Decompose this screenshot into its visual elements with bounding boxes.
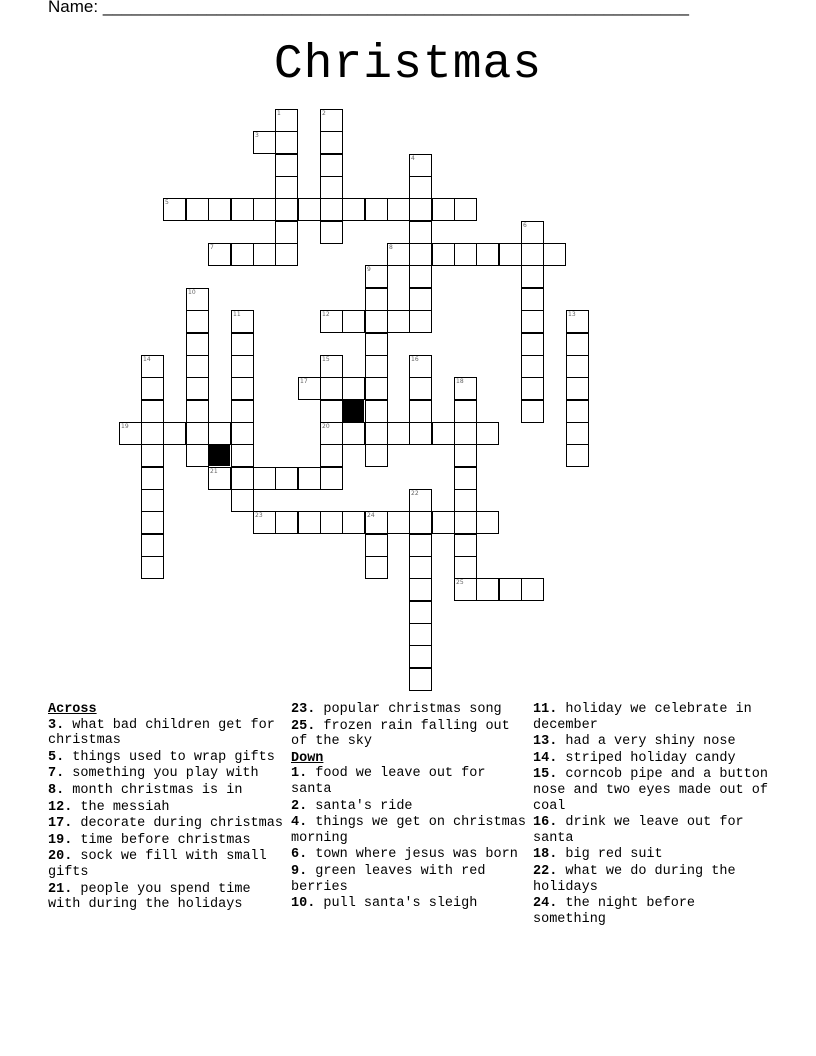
grid-cell[interactable]	[298, 377, 321, 400]
black-square	[208, 444, 230, 466]
clue-number: 15.	[533, 767, 558, 783]
grid-cell[interactable]	[320, 400, 343, 423]
grid-cell[interactable]	[409, 668, 432, 691]
clue-number: 10.	[291, 896, 316, 912]
grid-cell[interactable]	[320, 444, 343, 467]
grid-cell[interactable]	[141, 489, 164, 512]
clue-number: 24.	[533, 896, 558, 912]
grid-cell[interactable]	[566, 444, 589, 467]
grid-cell[interactable]	[521, 578, 544, 601]
grid-cell[interactable]	[365, 534, 388, 557]
grid-cell[interactable]	[275, 131, 298, 154]
grid-cell[interactable]	[365, 400, 388, 423]
grid-cell[interactable]	[275, 467, 298, 490]
grid-cell[interactable]	[499, 243, 522, 266]
clue-text: decorate during christmas	[72, 816, 283, 832]
grid-cell[interactable]	[342, 422, 365, 445]
cell-number: 6	[523, 222, 527, 229]
grid-cell[interactable]	[298, 467, 321, 490]
grid-cell[interactable]	[365, 556, 388, 579]
clue-text: striped holiday candy	[557, 750, 736, 766]
across-heading: Across	[48, 702, 97, 717]
clue-number: 1.	[291, 766, 308, 782]
grid-cell[interactable]	[387, 198, 410, 221]
clue-text: corncob pipe and a button nose and two eyes made out of coal	[533, 767, 768, 814]
cell-number: 4	[411, 155, 415, 162]
clue-text: santa's ride	[307, 798, 413, 814]
cell-number: 25	[456, 579, 464, 586]
grid-cell[interactable]	[141, 511, 164, 534]
grid-cell[interactable]	[566, 400, 589, 423]
clues-column-3	[533, 702, 768, 928]
clue-text: something you play with	[64, 766, 259, 782]
grid-cell[interactable]	[454, 377, 477, 400]
clue-text: what we do during the holidays	[533, 863, 736, 895]
grid-cell[interactable]	[275, 109, 298, 132]
grid-cell[interactable]	[275, 176, 298, 199]
page-title: Christmas	[273, 38, 543, 92]
grid-cell[interactable]	[566, 377, 589, 400]
clue-item	[48, 718, 283, 749]
clue-number: 20.	[48, 849, 73, 865]
grid-cell[interactable]	[432, 243, 455, 266]
grid-cell[interactable]	[320, 467, 343, 490]
grid-cell[interactable]	[231, 489, 254, 512]
grid-cell[interactable]	[141, 556, 164, 579]
grid-cell[interactable]	[141, 422, 164, 445]
grid-cell[interactable]	[141, 534, 164, 557]
grid-cell[interactable]	[298, 198, 321, 221]
grid-cell[interactable]	[320, 355, 343, 378]
grid-cell[interactable]	[342, 377, 365, 400]
grid-cell[interactable]	[275, 221, 298, 244]
cell-number: 2	[322, 110, 326, 117]
grid-cell[interactable]	[208, 467, 231, 490]
clue-number: 25.	[291, 718, 316, 734]
grid-cell[interactable]	[566, 310, 589, 333]
grid-cell[interactable]	[476, 578, 499, 601]
grid-cell[interactable]	[320, 176, 343, 199]
grid-cell[interactable]	[320, 198, 343, 221]
grid-cell[interactable]	[208, 243, 231, 266]
grid-cell[interactable]	[186, 355, 209, 378]
cell-number: 24	[367, 512, 375, 519]
grid-cell[interactable]	[186, 310, 209, 333]
clue-number: 17.	[48, 816, 73, 832]
grid-cell[interactable]	[409, 154, 432, 177]
grid-cell[interactable]	[365, 444, 388, 467]
clue-item	[291, 702, 526, 718]
grid-cell[interactable]	[275, 198, 298, 221]
grid-cell[interactable]	[208, 198, 231, 221]
cell-number: 11	[233, 311, 241, 318]
grid-cell[interactable]	[454, 556, 477, 579]
cell-number: 7	[210, 244, 214, 251]
grid-cell[interactable]	[454, 198, 477, 221]
clue-number: 22.	[533, 863, 558, 879]
clue-text: popular christmas song	[315, 702, 502, 717]
cell-number: 22	[411, 490, 419, 497]
grid-cell[interactable]	[231, 422, 254, 445]
clue-item	[48, 816, 283, 832]
cell-number: 9	[367, 266, 371, 273]
grid-cell[interactable]	[521, 377, 544, 400]
grid-cell[interactable]	[163, 198, 186, 221]
cell-number: 20	[322, 423, 330, 430]
cell-number: 13	[568, 311, 576, 318]
grid-cell[interactable]	[208, 422, 231, 445]
grid-cell[interactable]	[409, 400, 432, 423]
cell-number: 5	[165, 199, 169, 206]
grid-cell[interactable]	[432, 511, 455, 534]
clues-column-2	[291, 702, 526, 913]
grid-cell[interactable]	[454, 534, 477, 557]
clue-number: 23.	[291, 702, 316, 717]
clue-text: big red suit	[557, 847, 663, 863]
clue-text: pull santa's sleigh	[315, 896, 478, 912]
grid-cell[interactable]	[365, 333, 388, 356]
cell-number: 21	[210, 468, 218, 475]
grid-cell[interactable]	[499, 578, 522, 601]
clue-text: green leaves with red berries	[291, 863, 486, 895]
clue-number: 6.	[291, 847, 308, 863]
grid-cell[interactable]	[231, 198, 254, 221]
clue-number: 5.	[48, 749, 65, 765]
clue-number: 7.	[48, 766, 65, 782]
clue-item	[291, 799, 526, 815]
grid-cell[interactable]	[365, 198, 388, 221]
grid-cell[interactable]	[521, 288, 544, 311]
cell-number: 3	[255, 132, 259, 139]
grid-cell[interactable]	[543, 243, 566, 266]
grid-cell[interactable]	[387, 422, 410, 445]
down-heading: Down	[291, 750, 324, 766]
clue-text: the night before something	[533, 896, 696, 927]
grid-cell[interactable]	[275, 511, 298, 534]
grid-cell[interactable]	[454, 422, 477, 445]
grid-cell[interactable]	[409, 645, 432, 668]
clue-number: 13.	[533, 734, 558, 750]
grid-cell[interactable]	[365, 355, 388, 378]
clue-item	[48, 833, 283, 849]
grid-cell[interactable]	[342, 511, 365, 534]
grid-cell[interactable]	[409, 243, 432, 266]
grid-cell[interactable]	[521, 333, 544, 356]
clue-text: people you spend time with during the holidays	[48, 881, 251, 913]
cell-number: 23	[255, 512, 263, 519]
clue-item	[291, 864, 526, 895]
grid-cell[interactable]	[409, 578, 432, 601]
clue-text: drink we leave out for santa	[533, 815, 744, 846]
clue-item	[533, 847, 768, 863]
grid-cell[interactable]	[409, 489, 432, 512]
name-underline: ______________________________________________________________	[102, 0, 689, 16]
grid-cell[interactable]	[141, 400, 164, 423]
clue-number: 9.	[291, 863, 308, 879]
cell-number: 18	[456, 378, 464, 385]
grid-cell[interactable]	[454, 467, 477, 490]
grid-cell[interactable]	[320, 511, 343, 534]
grid-cell[interactable]	[320, 310, 343, 333]
grid-cell[interactable]	[365, 288, 388, 311]
clue-text: time before christmas	[72, 832, 251, 848]
grid-cell[interactable]	[454, 578, 477, 601]
grid-cell[interactable]	[432, 198, 455, 221]
grid-cell[interactable]	[409, 511, 432, 534]
grid-cell[interactable]	[231, 467, 254, 490]
grid-cell[interactable]	[186, 444, 209, 467]
clue-item	[48, 882, 283, 913]
clue-item	[533, 864, 768, 895]
grid-cell[interactable]	[141, 444, 164, 467]
grid-cell[interactable]	[231, 355, 254, 378]
grid-cell[interactable]	[387, 243, 410, 266]
name-label: Name:	[48, 0, 99, 16]
grid-cell[interactable]	[521, 243, 544, 266]
clue-number: 12.	[48, 799, 73, 815]
grid-cell[interactable]	[253, 198, 276, 221]
clue-item	[533, 702, 768, 733]
grid-cell[interactable]	[320, 154, 343, 177]
grid-cell[interactable]	[365, 377, 388, 400]
grid-cell[interactable]	[387, 310, 410, 333]
grid-cell[interactable]	[231, 243, 254, 266]
clue-number: 2.	[291, 798, 308, 814]
grid-cell[interactable]	[231, 444, 254, 467]
grid-cell[interactable]	[476, 243, 499, 266]
grid-cell[interactable]	[253, 131, 276, 154]
grid-cell[interactable]	[186, 377, 209, 400]
grid-cell[interactable]	[409, 198, 432, 221]
grid-cell[interactable]	[342, 198, 365, 221]
cell-number: 12	[322, 311, 330, 318]
grid-cell[interactable]	[141, 355, 164, 378]
grid-cell[interactable]	[365, 422, 388, 445]
clue-item	[48, 766, 283, 782]
clue-item	[291, 766, 526, 797]
cell-number: 17	[300, 378, 308, 385]
cell-number: 10	[188, 289, 196, 296]
grid-cell[interactable]	[298, 511, 321, 534]
grid-cell[interactable]	[275, 243, 298, 266]
clue-item	[533, 734, 768, 750]
grid-cell[interactable]	[566, 422, 589, 445]
grid-cell[interactable]	[186, 288, 209, 311]
grid-cell[interactable]	[409, 534, 432, 557]
clue-item	[48, 750, 283, 766]
cell-number: 8	[389, 244, 393, 251]
clue-item	[533, 767, 768, 814]
grid-cell[interactable]	[432, 422, 455, 445]
grid-cell[interactable]	[163, 422, 186, 445]
grid-cell[interactable]	[253, 467, 276, 490]
grid-cell[interactable]	[231, 310, 254, 333]
clue-text: frozen rain falling out of the sky	[291, 718, 510, 750]
clue-number: 14.	[533, 750, 558, 766]
grid-cell[interactable]	[186, 422, 209, 445]
clue-item	[48, 800, 283, 816]
grid-cell[interactable]	[342, 310, 365, 333]
clue-text: what bad children get for christmas	[48, 717, 275, 749]
grid-cell[interactable]	[365, 310, 388, 333]
clue-text: things used to wrap gifts	[64, 749, 275, 765]
cell-number: 16	[411, 356, 419, 363]
clue-item	[291, 847, 526, 863]
grid-cell[interactable]	[409, 310, 432, 333]
grid-cell[interactable]	[409, 422, 432, 445]
grid-cell[interactable]	[253, 511, 276, 534]
grid-cell[interactable]	[387, 511, 410, 534]
grid-cell[interactable]	[476, 511, 499, 534]
clue-text: holiday we celebrate in december	[533, 702, 752, 733]
clue-number: 4.	[291, 815, 308, 831]
grid-cell[interactable]	[231, 333, 254, 356]
grid-cell[interactable]	[119, 422, 142, 445]
clue-number: 16.	[533, 815, 558, 831]
grid-cell[interactable]	[454, 489, 477, 512]
clue-number: 11.	[533, 702, 558, 717]
clue-number: 19.	[48, 832, 73, 848]
cell-number: 19	[121, 423, 129, 430]
cell-number: 15	[322, 356, 330, 363]
grid-cell[interactable]	[186, 400, 209, 423]
clue-item	[291, 719, 526, 750]
grid-cell[interactable]	[454, 243, 477, 266]
grid-cell[interactable]	[566, 333, 589, 356]
cell-number: 1	[277, 110, 281, 117]
clue-text: had a very shiny nose	[557, 734, 736, 750]
grid-cell[interactable]	[320, 422, 343, 445]
grid-cell[interactable]	[186, 198, 209, 221]
grid-cell[interactable]	[521, 400, 544, 423]
grid-cell[interactable]	[231, 377, 254, 400]
clue-item	[533, 815, 768, 846]
grid-cell[interactable]	[141, 377, 164, 400]
grid-cell[interactable]	[521, 265, 544, 288]
cell-number: 14	[143, 356, 151, 363]
grid-cell[interactable]	[409, 176, 432, 199]
grid-cell[interactable]	[320, 221, 343, 244]
grid-cell[interactable]	[454, 444, 477, 467]
grid-cell[interactable]	[141, 467, 164, 490]
grid-cell[interactable]	[409, 377, 432, 400]
clue-text: town where jesus was born	[307, 847, 518, 863]
grid-cell[interactable]	[320, 131, 343, 154]
grid-cell[interactable]	[365, 265, 388, 288]
grid-cell[interactable]	[409, 265, 432, 288]
clue-item	[533, 896, 768, 927]
grid-cell[interactable]	[275, 154, 298, 177]
grid-cell[interactable]	[320, 109, 343, 132]
grid-cell[interactable]	[566, 355, 589, 378]
clue-number: 18.	[533, 847, 558, 863]
black-square	[342, 400, 364, 422]
clue-item	[48, 849, 283, 880]
grid-cell[interactable]	[365, 511, 388, 534]
grid-cell[interactable]	[521, 221, 544, 244]
grid-cell[interactable]	[231, 400, 254, 423]
clue-text: month christmas is in	[64, 782, 243, 798]
grid-cell[interactable]	[521, 355, 544, 378]
clue-text: food we leave out for santa	[291, 766, 486, 797]
grid-cell[interactable]	[454, 511, 477, 534]
clue-text: sock we fill with small gifts	[48, 849, 267, 880]
grid-cell[interactable]	[409, 355, 432, 378]
clue-item	[533, 751, 768, 767]
grid-cell[interactable]	[320, 377, 343, 400]
clue-text: things we get on christmas morning	[291, 815, 526, 846]
clue-text: the messiah	[72, 799, 170, 815]
clue-number: 3.	[48, 717, 65, 733]
clue-item	[291, 815, 526, 846]
clue-item	[48, 783, 283, 799]
grid-cell[interactable]	[454, 400, 477, 423]
clue-number: 21.	[48, 881, 73, 897]
grid-cell[interactable]	[186, 333, 209, 356]
clues-column-1	[48, 702, 283, 914]
grid-cell[interactable]	[409, 221, 432, 244]
grid-cell[interactable]	[253, 243, 276, 266]
grid-cell[interactable]	[521, 310, 544, 333]
grid-cell[interactable]	[409, 288, 432, 311]
grid-cell[interactable]	[409, 623, 432, 646]
grid-cell[interactable]	[409, 601, 432, 624]
grid-cell[interactable]	[476, 422, 499, 445]
grid-cell[interactable]	[409, 556, 432, 579]
clue-number: 8.	[48, 782, 65, 798]
clue-item	[291, 896, 526, 912]
